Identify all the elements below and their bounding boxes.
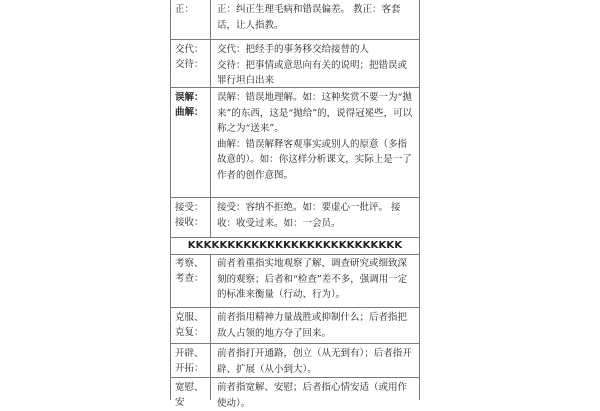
term-cell: 正： xyxy=(171,0,211,39)
definition-text: 前者指用精神力量战胜或抑制什么；后者指把敌人占领的地方夺了回来。 xyxy=(217,312,408,339)
definition-cell xyxy=(211,0,419,33)
definition-text: 正：纠正生理毛病和错误偏差。 教正：客套话，让人指教。 xyxy=(217,4,401,31)
definition-cell xyxy=(211,344,419,377)
definition-text: 前者指打开通路，创立（从无到有）；后者指开辟、扩展（从小到大）。 xyxy=(217,348,412,375)
definition-text: 误解：错误地理解。如：这种奖赏不要一为“抛来”的东西，这是“抛给”的，说得冠冕些，可以称之为“送来”。 xyxy=(217,92,413,134)
term-cell: 宽慰、安 xyxy=(171,378,211,400)
definition-text: 前者指宽解、安慰；后者指心情安适（或用作使动）。 xyxy=(217,382,408,409)
table-row xyxy=(171,88,419,198)
definition-cell xyxy=(211,254,419,303)
definition-text: 曲解：错误解释客观事实或别人的原意（多指故意的）。如：你这样分析课文，实际上是一了作者的创作意图。 xyxy=(217,138,412,181)
definition-cell xyxy=(211,40,419,89)
term-cell: 交代：交待： xyxy=(171,40,211,87)
definition-text: 交待：把事情或意思向有关的说明；把错误或罪行坦白出来 xyxy=(217,59,408,86)
definition-cell xyxy=(211,198,419,231)
definition-text: 交代：把经手的事务移交给接替的人 xyxy=(217,44,370,55)
term-cell: 克服、克复： xyxy=(171,308,211,343)
table-row xyxy=(171,0,419,40)
definition-cell xyxy=(211,308,419,341)
definition-cell xyxy=(211,378,419,411)
table-row xyxy=(171,198,419,238)
definition-text: 接受：容纳不拒绝。如：要虚心一批评。 接收：收受过来。如：一会员。 xyxy=(217,202,401,229)
term-cell: 开辟、开拓： xyxy=(171,344,211,377)
table-row xyxy=(171,378,419,409)
term-cell: 接受：接收： xyxy=(171,198,211,237)
table-row xyxy=(171,308,419,344)
section-banner: KKKKKKKKKKKKKKKKKKKKKKKKKKK xyxy=(171,238,419,255)
definition-text: 前者着重指实地观察了解，调查研究或细致深刻的观察；后者和“检查”差不多，强调用一定的标准来衡量（行动、行为）。 xyxy=(217,258,408,300)
term-cell: 误解：曲解： xyxy=(171,88,211,197)
term-cell: 考察、考查： xyxy=(171,254,211,307)
table-row xyxy=(171,254,419,308)
definition-cell xyxy=(211,88,419,183)
table-row xyxy=(171,40,419,88)
table-row xyxy=(171,344,419,378)
word-comparison-table xyxy=(170,0,420,409)
